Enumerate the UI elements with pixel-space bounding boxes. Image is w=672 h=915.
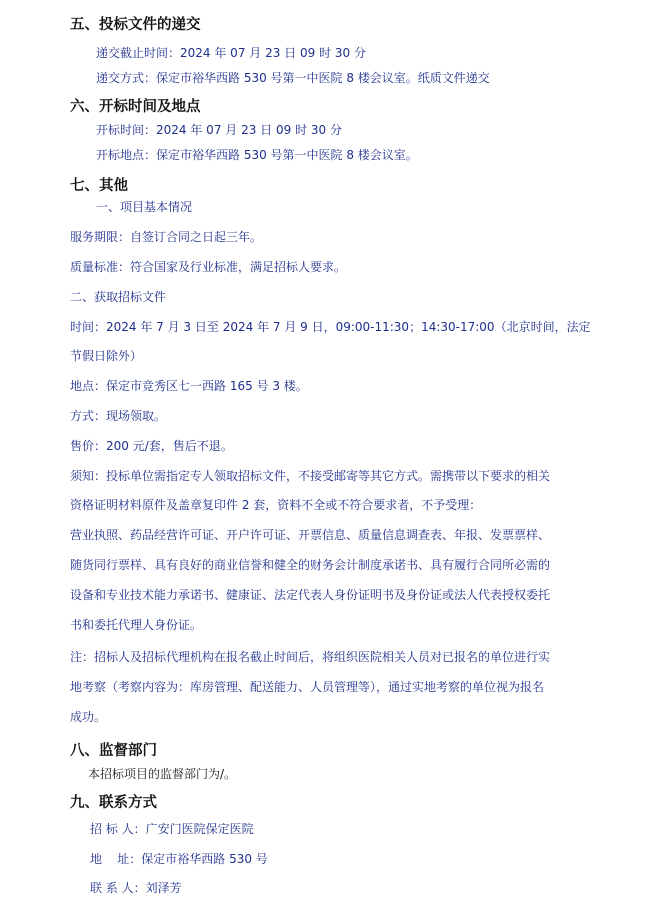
obtain-method: 方式：现场领取。 [70,409,167,423]
required-docs-line-2: 随货同行票样、具有良好的商业信誉和健全的财务会计制度承诺书、具有履行合同所必需的 [70,558,551,572]
contact-tenderer-label: 招 标 人： [90,822,146,836]
inspection-note-line-2: 地考察（考察内容为：库房管理、配送能力、人员管理等），通过实地考察的单位视为报名 [70,680,545,694]
obtain-time-line-2: 节假日除外） [70,349,143,363]
contact-address-value: 保定市裕华西路 530 号 [141,852,268,866]
required-docs-line-4: 书和委托代理人身份证。 [70,618,203,632]
contact-tenderer-value: 广安门医院保定医院 [145,822,254,836]
contact-tenderer [90,822,254,836]
contact-address-label: 地 址： [90,852,142,866]
subsection-project-info: 一、项目基本情况 [96,200,193,214]
section-9-heading: 九、联系方式 [70,795,157,811]
quality-standard: 质量标准：符合国家及行业标准，满足招标人要求。 [70,260,347,274]
required-docs-line-1: 营业执照、药品经营许可证、开户许可证、开票信息、质量信息调查表、年报、发票票样、 [70,528,551,542]
contact-person [90,881,182,895]
submission-deadline-value: 2024 年 07 月 23 日 09 时 30 分 [180,46,366,60]
section-8-heading: 八、监督部门 [70,743,157,759]
section-6-heading: 六、开标时间及地点 [70,99,201,115]
contact-person-label: 联 系 人： [90,881,146,895]
section-7-heading: 七、其他 [70,178,128,194]
opening-time-value: 2024 年 07 月 23 日 09 时 30 分 [156,123,342,137]
required-docs-line-3: 设备和专业技术能力承诺书、健康证、法定代表人身份证明书及身份证或法人代表授权委托 [70,588,551,602]
opening-place: 开标地点：保定市裕华西路 530 号第一中医院 8 楼会议室。 [96,148,418,162]
submission-deadline [96,46,366,60]
subsection-obtain-docs: 二、获取招标文件 [70,290,167,304]
contact-address [90,852,268,866]
obtain-time-line-1: 时间：2024 年 7 月 3 日至 2024 年 7 月 9 日，09:00-11:30；14:30-17:00（北京时间，法定 [70,320,591,334]
obtain-address: 地点：保定市竞秀区七一西路 165 号 3 楼。 [70,379,308,393]
supervision-text: 本招标项目的监督部门为/。 [88,767,237,781]
notice-line-1: 须知：投标单位需指定专人领取招标文件，不接受邮寄等其它方式。需携带以下要求的相关 [70,469,551,483]
contact-person-value: 刘泽芳 [145,881,182,895]
notice-line-2: 资格证明材料原件及盖章复印件 2 套，资料不全或不符合要求者，不予受理： [70,498,482,512]
submission-deadline-label: 递交截止时间： [96,46,181,60]
service-period: 服务期限：自签订合同之日起三年。 [70,230,263,244]
section-5-heading: 五、投标文件的递交 [70,17,201,33]
submission-method: 递交方式：保定市裕华西路 530 号第一中医院 8 楼会议室。纸质文件递交 [96,71,490,85]
inspection-note-line-1: 注：招标人及招标代理机构在报名截止时间后，将组织医院相关人员对已报名的单位进行实 [70,650,551,664]
opening-time-label: 开标时间： [96,123,157,137]
obtain-price: 售价：200 元/套，售后不退。 [70,439,233,453]
inspection-note-line-3: 成功。 [70,710,107,724]
opening-time [96,123,342,137]
